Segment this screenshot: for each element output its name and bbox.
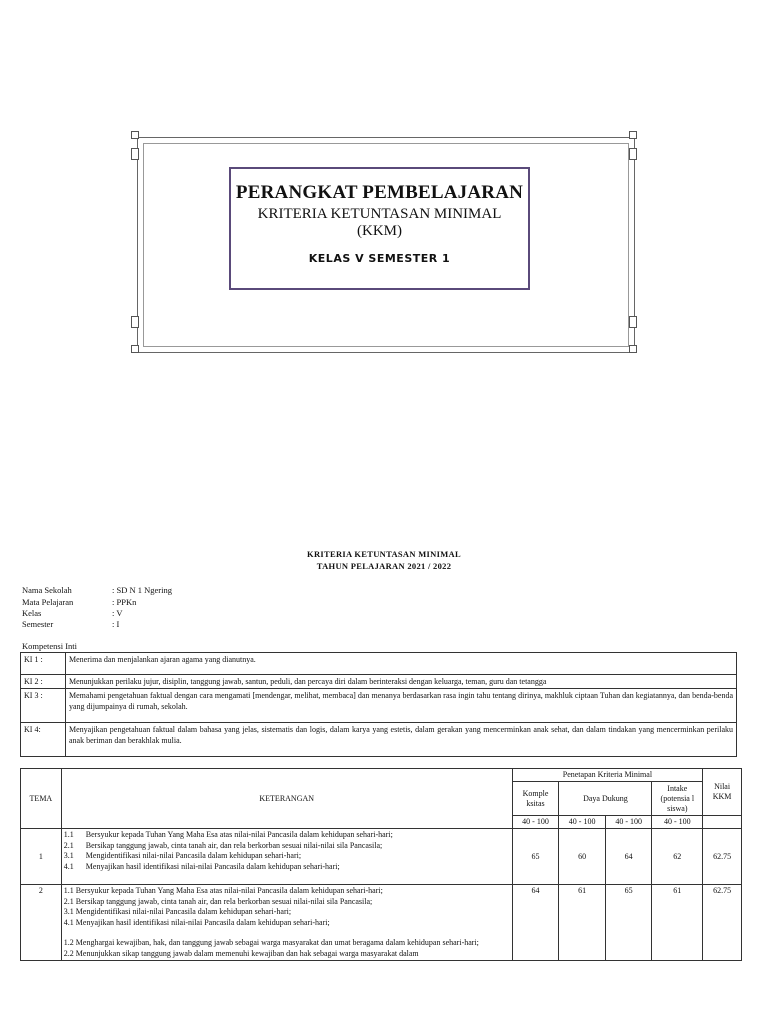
frame-corner [629,345,637,353]
list-item: 3.1 Mengidentifikasi nilai-nilai Pancasila dalam kehidupan sehari-hari; [63,851,302,860]
daya-dukung-value: 61 [559,885,606,961]
ki-table [20,652,737,757]
range-cell: 40 - 100 [652,816,703,829]
col-penetapan: Penetapan Kriteria Minimal [512,769,703,782]
ki-key: KI 1 : [21,653,66,675]
list-item: 1.1 Bersyukur kepada Tuhan Yang Maha Esa atas nilai-nilai Pancasila dalam kehidupan sehari-hari; [63,886,383,895]
info-value: : I [112,619,120,629]
col-daya-dukung: Daya Dukung [559,782,652,816]
ki-text: Menunjukkan perilaku jujur, disiplin, tanggung jawab, santun, peduli, dan percaya diri dalam berinteraksi dengan keluarga, teman, guru dan tetangga [66,675,737,689]
ki-row [21,675,737,689]
ki-key: KI 2 : [21,675,66,689]
kompetensi-label: Kompetensi Inti [22,641,78,651]
frame-corner [629,316,637,328]
col-keterangan: KETERANGAN [61,769,512,829]
table-row [21,829,742,885]
ki-text: Menerima dan menjalankan ajaran agama yang dianutnya. [66,653,737,675]
col-intake: Intake (potensia l siswa) [652,782,703,816]
nilai-kkm-value: 62.75 [703,829,742,885]
ki-row [21,653,737,675]
col-kompleksitas: Komple ksitas [512,782,559,816]
info-label: Kelas [22,608,42,618]
info-row [22,619,119,629]
frame-corner [629,148,637,160]
range-cell: 40 - 100 [605,816,652,829]
list-item: 2.2 Menunjukkan sikap tanggung jawab dalam memenuhi kewajiban dan hak sebagai warga masyarakat dalam [63,948,419,958]
tema-cell: 2 [21,885,62,961]
tema-cell: 1 [21,829,62,885]
info-row [22,597,136,607]
list-item: 1.2 Menghargai kewajiban, hak, dan tanggung jawab sebagai warga masyarakat dan umat beragama dalam kehidupan sehari-hari; [63,938,479,947]
ki-key: KI 4: [21,723,66,757]
nilai-kkm-value: 62.75 [703,885,742,961]
ki-key: KI 3 : [21,689,66,723]
daya-dukung-value: 64 [605,829,652,885]
kkm-year: TAHUN PELAJARAN 2021 / 2022 [316,561,452,571]
cover-class-semester: KELAS V SEMESTER 1 [308,252,451,265]
intake-value: 61 [652,885,703,961]
list-item: 4.1 Menyajikan hasil identifikasi nilai-nilai Pancasila dalam kehidupan sehari-hari; [63,861,340,871]
info-row [22,608,122,618]
info-value: : SD N 1 Ngering [112,585,172,595]
kkm-table [20,768,742,961]
info-value: : V [112,608,123,618]
col-tema: TEMA [21,769,62,829]
ki-row [21,689,737,723]
daya-dukung-value: 65 [605,885,652,961]
list-item: 2.1 Bersikap tanggung jawab, cinta tanah air, dan rela berkorban sesuai nilai-nilai sila Pancasila; [63,840,383,850]
table-row [21,885,742,961]
info-label: Nama Sekolah [22,585,72,595]
ki-text: Memahami pengetahuan faktual dengan cara mengamati [mendengar, melihat, membaca] dan menanya berdasarkan rasa ingin tahu tentang dirinya, makhluk ciptaan Tuhan dan kegiatannya, dan benda-benda yang dijumpainya di rumah, sekolah. [66,689,737,723]
cover-subtitle: KRITERIA KETUNTASAN MINIMAL [257,206,502,222]
list-item: 3.1 Mengidentifikasi nilai-nilai Pancasila dalam kehidupan sehari-hari; [63,907,292,916]
keterangan-cell [61,829,512,885]
range-cell: 40 - 100 [559,816,606,829]
info-label: Mata Pelajaran [22,597,74,607]
frame-corner [131,148,139,160]
frame-corner [629,131,637,139]
list-item: 1.1 Bersyukur kepada Tuhan Yang Maha Esa atas nilai-nilai Pancasila dalam kehidupan sehari-hari; [63,830,393,839]
intake-value: 62 [652,829,703,885]
col-nilai: Nilai KKM [703,769,742,816]
range-cell: 40 - 100 [512,816,559,829]
frame-corner [131,345,139,353]
info-value: : PPKn [112,597,137,607]
daya-dukung-value: 60 [559,829,606,885]
frame-corner [131,316,139,328]
cover-subtitle-abbrev: (KKM) [357,223,402,239]
kkm-heading: KRITERIA KETUNTASAN MINIMAL [307,549,461,559]
kompleksitas-value: 64 [512,885,559,961]
table-header-row [21,769,742,782]
cover-title: PERANGKAT PEMBELAJARAN [235,182,524,203]
frame-corner [131,131,139,139]
ki-text: Menyajikan pengetahuan faktual dalam bahasa yang jelas, sistematis dan logis, dalam karya yang estetis, dalam gerakan yang mencerminkan anak sehat, dan dalam tindakan yang mencerminkan perilaku anak beriman dan berakhlak mulia. [66,723,737,757]
list-item: 4.1 Menyajikan hasil identifikasi nilai-nilai Pancasila dalam kehidupan sehari-hari; [63,917,330,927]
range-cell-empty [703,816,742,829]
info-label: Semester [22,619,54,629]
cover-title-box [229,167,530,290]
ki-row [21,723,737,757]
info-row [22,585,172,595]
list-item: 2.1 Bersikap tanggung jawab, cinta tanah air, dan rela berkorban sesuai nilai-nilai sila Pancasila; [63,896,373,906]
keterangan-cell [61,885,512,961]
kompleksitas-value: 65 [512,829,559,885]
